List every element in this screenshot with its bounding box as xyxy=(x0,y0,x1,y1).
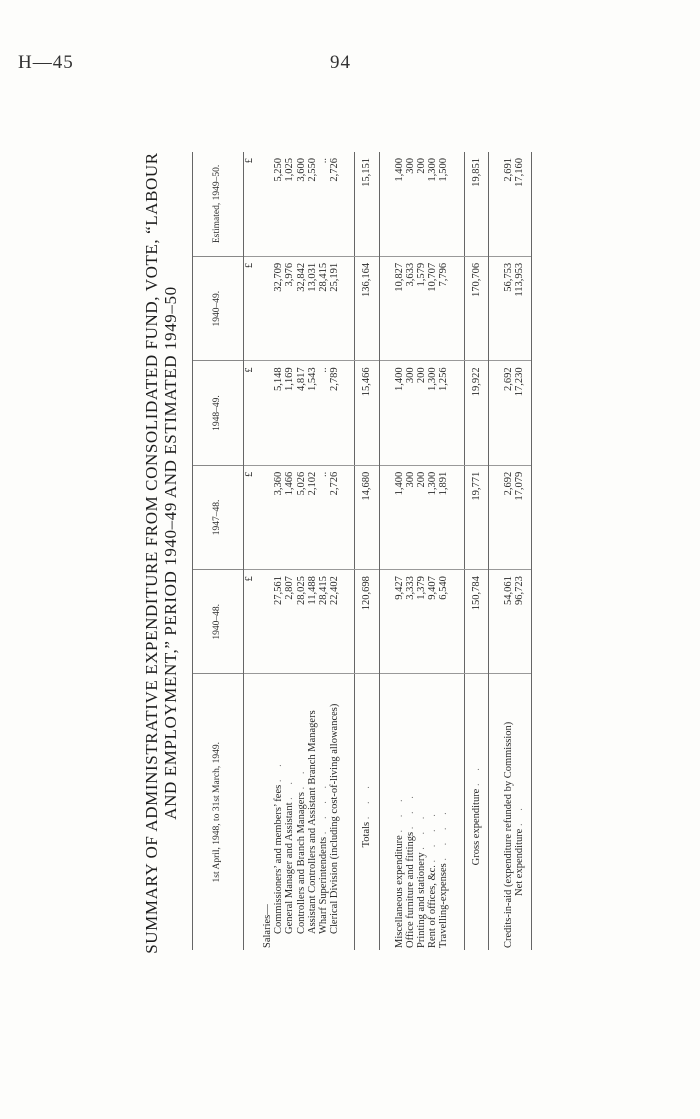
cell-value: 19,771 xyxy=(464,465,488,569)
cell-value: .. xyxy=(318,465,329,569)
cell-value: 13,031 xyxy=(307,256,318,360)
leader-dots: . . . xyxy=(393,794,405,833)
cell-value: 300 xyxy=(405,152,416,256)
currency-symbol: £ xyxy=(244,152,274,256)
cell-value: 17,079 xyxy=(514,465,532,569)
currency-symbol: £ xyxy=(244,570,274,674)
row-label: Controllers and Branch Managers xyxy=(295,791,307,934)
cell-value: 200 xyxy=(416,361,427,465)
cell-value: 11,488 xyxy=(307,570,318,674)
row-label: General Manager and Assistant xyxy=(284,802,296,934)
page-header xyxy=(18,52,658,76)
cell-value: 1,300 xyxy=(427,152,438,256)
cell-value: 1,400 xyxy=(379,152,405,256)
row-label: Rent of offices, &c. xyxy=(427,865,439,948)
totals-row xyxy=(355,152,379,950)
net-expenditure-row xyxy=(514,152,532,950)
table-row xyxy=(416,152,427,950)
cell-value: 2,692 xyxy=(488,361,514,465)
header-row xyxy=(193,152,244,950)
cell-value: 28,415 xyxy=(318,256,329,360)
cell-value: 1,400 xyxy=(379,361,405,465)
table-row xyxy=(307,152,318,950)
table-row xyxy=(427,152,438,950)
table-row xyxy=(296,152,307,950)
cell-value: 2,726 xyxy=(329,152,355,256)
cell-value: 136,164 xyxy=(355,256,379,360)
row-label: Printing and stationery xyxy=(416,852,428,948)
salaries-heading: Salaries— xyxy=(262,904,273,948)
leader-dots: . . xyxy=(284,776,296,800)
column-header-1940-49: 1940–49. xyxy=(193,256,244,360)
cell-value: 17,230 xyxy=(514,361,532,465)
cell-value: 19,922 xyxy=(464,361,488,465)
column-header-1947-48: 1947–48. xyxy=(193,465,244,569)
cell-value: 2,807 xyxy=(284,570,295,674)
row-label: Office furniture and fittings xyxy=(404,831,416,948)
column-header-period: 1st April, 1948, to 31st March, 1949. xyxy=(193,674,244,950)
cell-value: 15,151 xyxy=(355,152,379,256)
cell-value: 2,102 xyxy=(307,465,318,569)
leader-dots: . . . xyxy=(416,811,428,850)
cell-value: 200 xyxy=(416,465,427,569)
row-label: Credits-in-aid (expenditure refunded by Commission) xyxy=(502,721,514,948)
cell-value: 1,543 xyxy=(307,361,318,465)
table-row xyxy=(318,152,329,950)
cell-value: 9,427 xyxy=(379,570,405,674)
column-header-1940-48: 1940–48. xyxy=(193,570,244,674)
cell-value: 3,333 xyxy=(405,570,416,674)
column-header-1948-49: 1948–49. xyxy=(193,361,244,465)
cell-value: 1,891 xyxy=(438,465,464,569)
cell-value: 4,817 xyxy=(296,361,307,465)
cell-value: .. xyxy=(318,152,329,256)
table-title xyxy=(142,148,180,958)
leader-dots: . . xyxy=(514,803,526,827)
row-label: Clerical Division (including cost-of-living allowances) xyxy=(329,703,341,934)
cell-value: 2,692 xyxy=(488,465,514,569)
cell-value: 1,300 xyxy=(427,465,438,569)
cell-value: 1,025 xyxy=(284,152,295,256)
leader-dots: . . . . xyxy=(438,807,450,861)
cell-value: 28,025 xyxy=(296,570,307,674)
column-header-estimated-1949-50: Estimated, 1949–50. xyxy=(193,152,244,256)
row-label: Commissioners’ and members’ fees xyxy=(273,784,285,934)
cell-value: 10,707 xyxy=(427,256,438,360)
cell-value: 1,300 xyxy=(427,361,438,465)
row-label: Totals xyxy=(361,821,373,848)
cell-value: 3,360 xyxy=(273,465,284,569)
cell-value: 1,256 xyxy=(438,361,464,465)
leader-dots: . . . xyxy=(404,791,416,830)
cell-value: 2,726 xyxy=(329,465,355,569)
cell-value: 1,379 xyxy=(416,570,427,674)
cell-value: 5,148 xyxy=(273,361,284,465)
cell-value: 5,026 xyxy=(296,465,307,569)
cell-value: 28,415 xyxy=(318,570,329,674)
table-row xyxy=(329,152,355,950)
currency-symbol: £ xyxy=(244,361,274,465)
cell-value: 54,061 xyxy=(488,570,514,674)
leader-dots: . . xyxy=(273,759,285,783)
cell-value: .. xyxy=(318,361,329,465)
cell-value: 32,709 xyxy=(273,256,284,360)
cell-value: 150,784 xyxy=(464,570,488,674)
cell-value: 17,160 xyxy=(514,152,532,256)
cell-value: 3,633 xyxy=(405,256,416,360)
cell-value: 300 xyxy=(405,465,416,569)
cell-value: 10,827 xyxy=(379,256,405,360)
leader-dots: . . xyxy=(295,766,307,790)
cell-value: 27,561 xyxy=(273,570,284,674)
leader-dots: . . . . xyxy=(318,780,330,835)
cell-value: 6,540 xyxy=(438,570,464,674)
cell-value: 3,976 xyxy=(284,256,295,360)
cell-value: 120,698 xyxy=(355,570,379,674)
cell-value: 1,579 xyxy=(416,256,427,360)
page-number: 94 xyxy=(330,52,351,73)
row-label: Wharf Superintendents xyxy=(318,836,330,934)
cell-value: 19,851 xyxy=(464,152,488,256)
cell-value: 7,796 xyxy=(438,256,464,360)
leader-dots: . . xyxy=(470,763,482,787)
cell-value: 2,550 xyxy=(307,152,318,256)
row-label: Gross expenditure xyxy=(470,788,482,866)
credits-in-aid-row xyxy=(488,152,514,950)
cell-value: 15,466 xyxy=(355,361,379,465)
table-title-line-1: SUMMARY OF ADMINISTRATIVE EXPENDITURE FROM CONSOLIDATED FUND, VOTE, “LABOUR xyxy=(142,152,161,954)
cell-value: 32,842 xyxy=(296,256,307,360)
cell-value: 9,407 xyxy=(427,570,438,674)
currency-row xyxy=(244,152,274,950)
page-reference: H—45 xyxy=(18,52,74,73)
cell-value: 25,191 xyxy=(329,256,355,360)
cell-value: 2,691 xyxy=(488,152,514,256)
row-label: Net expenditure xyxy=(514,828,526,896)
cell-value: 300 xyxy=(405,361,416,465)
cell-value: 170,706 xyxy=(464,256,488,360)
table-row xyxy=(405,152,416,950)
table-row xyxy=(273,152,284,950)
cell-value: 5,250 xyxy=(273,152,284,256)
row-label: Miscellaneous expenditure xyxy=(393,835,405,948)
gross-expenditure-row xyxy=(464,152,488,950)
rotated-table-block xyxy=(142,148,540,958)
cell-value: 56,753 xyxy=(488,256,514,360)
table-row xyxy=(379,152,405,950)
cell-value: 96,723 xyxy=(514,570,532,674)
currency-symbol: £ xyxy=(244,256,274,360)
cell-value: 22,402 xyxy=(329,570,355,674)
cell-value: 113,953 xyxy=(514,256,532,360)
cell-value: 1,169 xyxy=(284,361,295,465)
cell-value: 200 xyxy=(416,152,427,256)
row-label: Assistant Controllers and Assistant Branch Managers xyxy=(306,710,318,934)
currency-symbol: £ xyxy=(244,465,274,569)
table-row xyxy=(438,152,464,950)
cell-value: 1,500 xyxy=(438,152,464,256)
cell-value: 2,789 xyxy=(329,361,355,465)
cell-value: 3,600 xyxy=(296,152,307,256)
table-title-line-2: AND EMPLOYMENT,” PERIOD 1940–49 AND ESTIMATED 1949–50 xyxy=(161,286,180,820)
cell-value: 14,680 xyxy=(355,465,379,569)
leader-dots: . . . xyxy=(361,781,373,820)
expenditure-table xyxy=(192,152,532,950)
cell-value: 1,400 xyxy=(379,465,405,569)
cell-value: 1,466 xyxy=(284,465,295,569)
leader-dots: . . . . xyxy=(427,809,439,863)
row-label: Travelling-expenses xyxy=(438,863,450,948)
table-row xyxy=(284,152,295,950)
